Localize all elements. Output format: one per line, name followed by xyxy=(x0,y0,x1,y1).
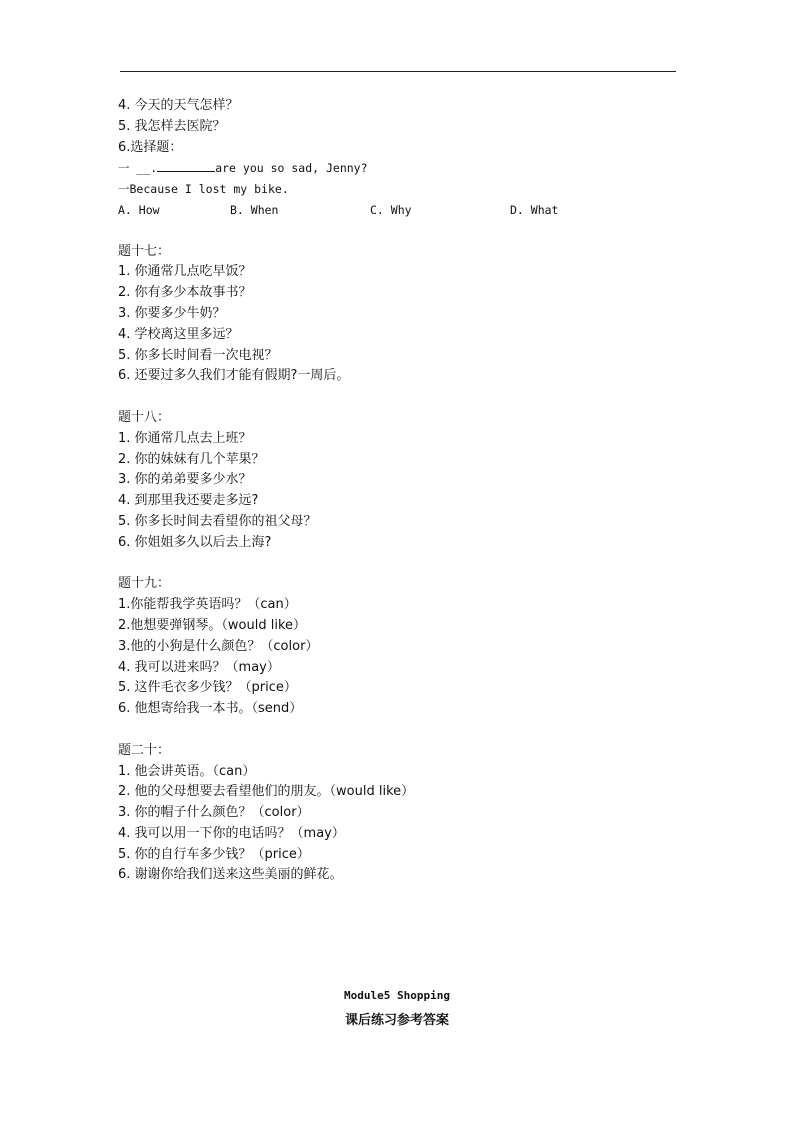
option-c: C. Why xyxy=(370,202,412,217)
list-item: 5. 这件毛衣多少钱？（price） xyxy=(118,680,297,696)
choice-options xyxy=(118,200,678,221)
list-item: 1. 他会讲英语。（can） xyxy=(118,763,256,779)
question-5: 5. 我怎样去医院？ xyxy=(118,118,226,134)
header-rule xyxy=(120,71,676,72)
spacer xyxy=(118,554,678,575)
spacer xyxy=(118,720,678,741)
spacer xyxy=(118,387,678,408)
question-4: 4. 今天的天气怎样？ xyxy=(118,98,239,113)
list-item: 4. 我可以用一下你的电话吗？（may） xyxy=(118,825,345,841)
prompt-suffix: are you so sad, Jenny? xyxy=(215,161,368,176)
question-6-heading: 6.选择题： xyxy=(118,139,183,155)
section-19-title: 题十九： xyxy=(118,576,171,592)
list-item: 2.他想要弹钢琴。（would like） xyxy=(118,617,307,633)
list-item: 5. 你多长时间看一次电视？ xyxy=(118,347,278,363)
list-item: 2. 你的妹妹有几个苹果？ xyxy=(118,451,265,467)
list-item: 2. 你有多少本故事书？ xyxy=(118,285,252,301)
list-item: 1. 你通常几点吃早饭？ xyxy=(118,264,252,280)
spacer xyxy=(118,221,678,242)
prompt-prefix: 一 __. xyxy=(118,161,158,176)
list-item: 4. 我可以进来吗？（may） xyxy=(118,659,280,675)
section-18-title: 题十八： xyxy=(118,409,171,425)
module-title: Module5 Shopping xyxy=(344,989,450,1002)
document-body xyxy=(118,96,678,886)
list-item: 2. 他的父母想要去看望他们的朋友。（would like） xyxy=(118,784,415,800)
list-item: 6. 你姐姐多久以后去上海? xyxy=(118,534,272,550)
list-item: 5. 你多长时间去看望你的祖父母？ xyxy=(118,513,317,529)
list-item: 6. 他想寄给我一本书。（send） xyxy=(118,701,303,717)
list-item: 3. 你的帽子什么颜色？（color） xyxy=(118,805,310,821)
section-20-title: 题二十： xyxy=(118,742,171,758)
list-item: 3.他的小狗是什么颜色？（color） xyxy=(118,638,319,654)
list-item: 3. 你要多少牛奶？ xyxy=(118,305,226,321)
question-6-response: 一Because I lost my bike. xyxy=(118,182,289,197)
section-17-title: 题十七： xyxy=(118,243,171,259)
option-d: D. What xyxy=(510,202,559,217)
list-item: 6. 谢谢你给我们送来这些美丽的鲜花。 xyxy=(118,867,343,883)
list-item: 5. 你的自行车多少钱？（price） xyxy=(118,846,310,862)
list-item: 3. 你的弟弟要多少水？ xyxy=(118,472,252,488)
list-item: 1. 你通常几点去上班？ xyxy=(118,430,252,446)
question-6-prompt xyxy=(118,158,678,179)
answers-subtitle: 课后练习参考答案 xyxy=(344,1013,449,1028)
list-item: 4. 到那里我还要走多远? xyxy=(118,493,259,509)
list-item: 6. 还要过多久我们才能有假期?一周后。 xyxy=(118,368,350,384)
answer-blank xyxy=(157,159,215,172)
list-item: 4. 学校离这里多远？ xyxy=(118,326,239,342)
option-a: A. How xyxy=(118,202,160,217)
list-item: 1.你能帮我学英语吗？（can） xyxy=(118,597,297,613)
option-b: B. When xyxy=(230,202,279,217)
